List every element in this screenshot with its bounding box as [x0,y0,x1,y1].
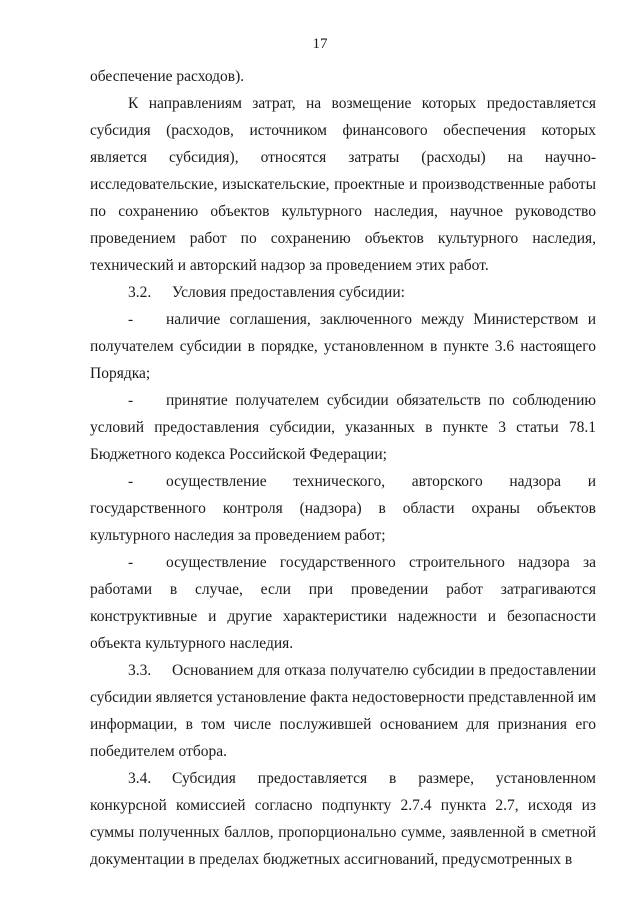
dash-marker: - [128,311,134,328]
clause-number: 3.4. [128,770,152,787]
clause-number: 3.3. [128,662,152,679]
clause-3-2 [90,279,596,306]
page-number: 17 [312,36,328,52]
condition-text: наличие соглашения, заключенного между Министерством и получателем субсидии в порядке, установленном в пункте 3.6 настоящего Порядка; [90,311,596,382]
dash-marker: - [128,473,134,490]
dash-marker: - [128,554,134,571]
condition-text: осуществление государственного строительного надзора за работами в случае, если при проведении работ затрагиваются конструктивные и другие характеристики надежности и безопасности объекта культурного наследия. [90,554,596,652]
clause-3-4 [90,765,596,873]
condition-item [90,306,596,387]
condition-text: принятие получателем субсидии обязательств по соблюдению условий предоставления субсидии, указанных в пункте 3 статьи 78.1 Бюджетного кодекса Российской Федерации; [90,392,596,463]
clause-3-3 [90,657,596,765]
clause-text: Основанием для отказа получателю субсидии в предоставлении субсидии является установление факта недостоверности представленной им информации, в том числе послужившей основанием для признания его победителем отбора. [90,662,596,760]
condition-item [90,468,596,549]
clause-text: Субсидия предоставляется в размере, установленном конкурсной комиссией согласно подпункту 2.7.4 пункта 2.7, исходя из суммы полученных баллов, пропорционально сумме, заявленной в сметной документации в пределах бюджетных ассигнований, предусмотренных в [90,770,596,868]
document-body [90,63,596,873]
dash-marker: - [128,392,134,409]
condition-text: осуществление технического, авторского надзора и государственного контроля (надзора) в области охраны объектов культурного наследия за проведением работ; [90,473,596,544]
clause-number: 3.2. [128,284,152,301]
condition-item [90,549,596,657]
paragraph-cost-directions: К направлениям затрат, на возмещение которых предоставляется субсидия (расходов, источником финансового обеспечения которых является субсидия), относятся затраты (расходы) на научно-исследовательские, изыскательские, проектные и производственные работы по сохранению объектов культурного наследия, научное руководство проведением работ по сохранению объектов культурного наследия, технический и авторский надзор за проведением этих работ. [90,95,596,274]
clause-text: Условия предоставления субсидии: [172,284,405,301]
condition-item [90,387,596,468]
paragraph-continuation: обеспечение расходов). [90,68,245,85]
